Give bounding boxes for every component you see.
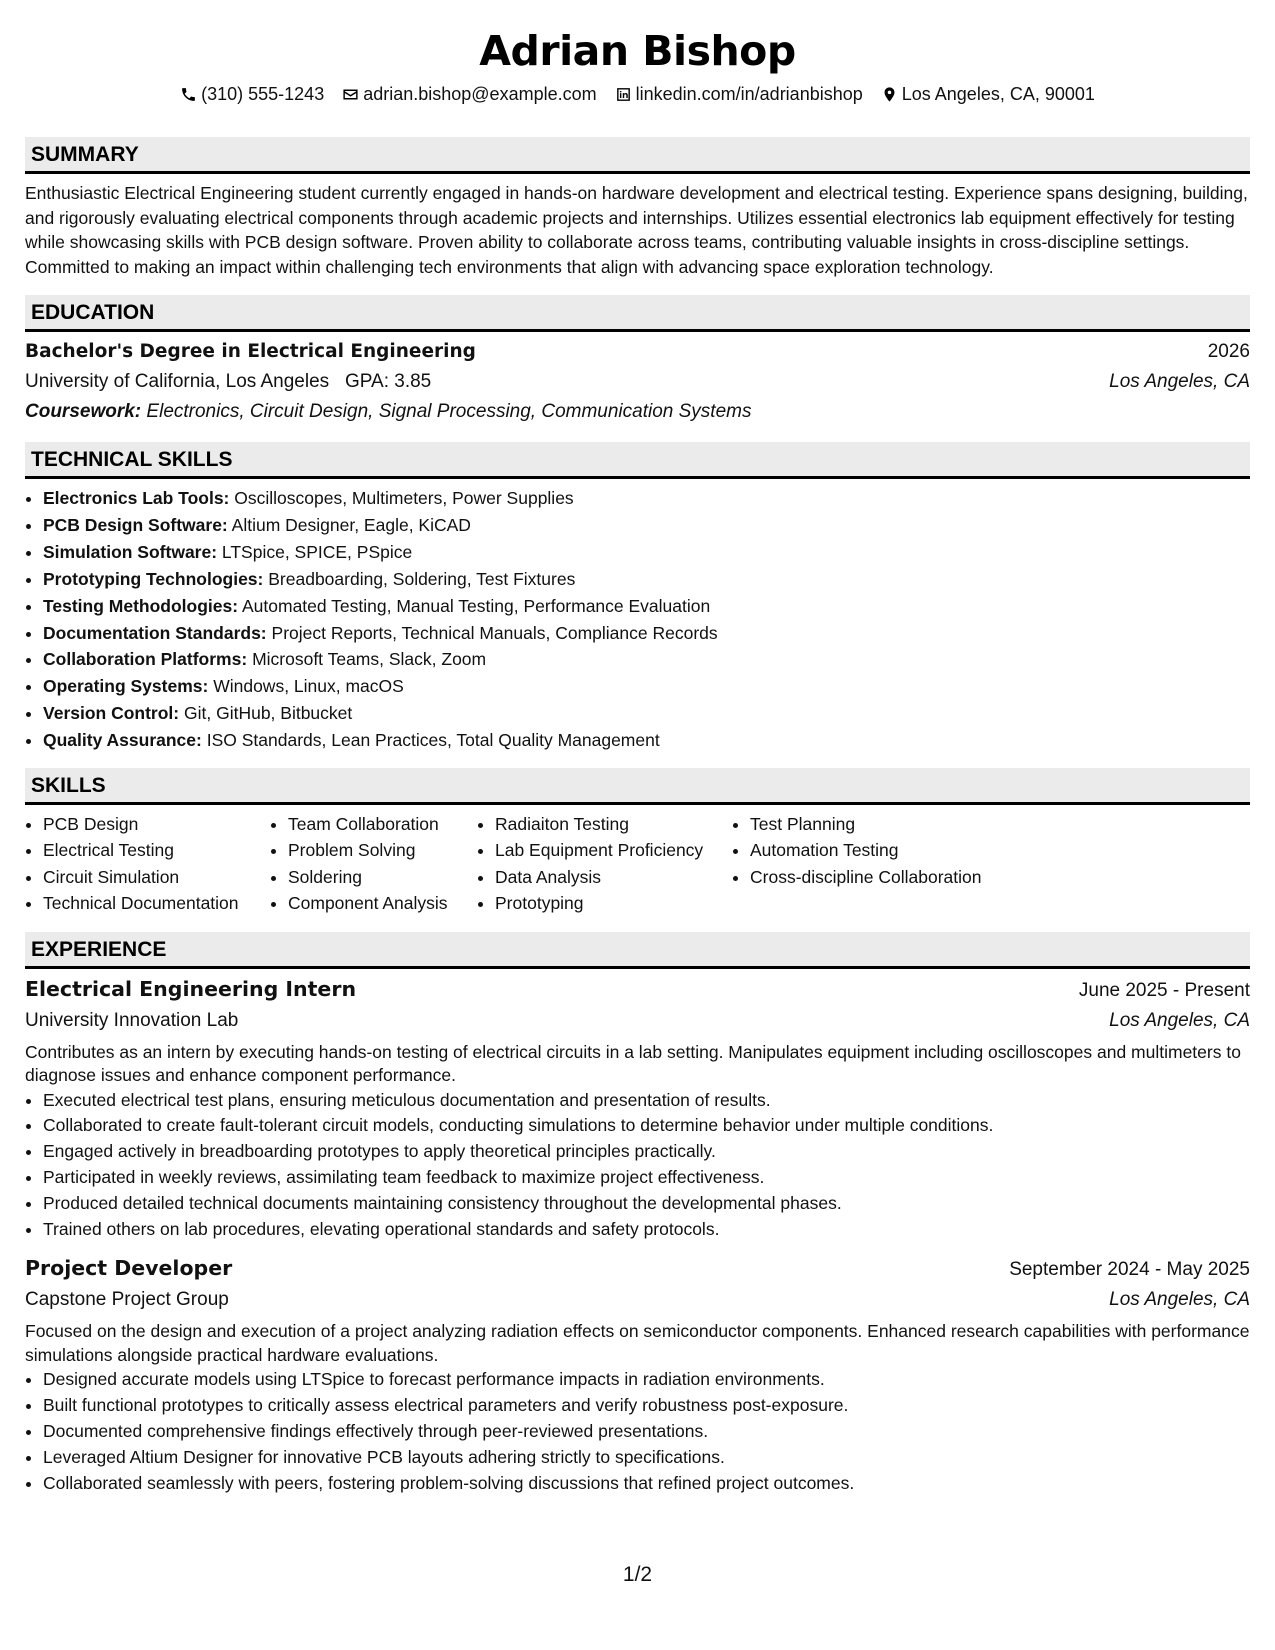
job-bullet: • Documented comprehensive findings effectively through peer-reviewed presentations. (43, 1419, 1250, 1445)
skills-column (270, 811, 477, 917)
job-bullet: • Designed accurate models using LTSpice to forecast performance impacts in radiation environments. (43, 1367, 1250, 1393)
skill-item: • Cross-discipline Collaboration (750, 864, 1032, 890)
skills-column (25, 811, 270, 917)
skills-column (477, 811, 732, 917)
technical-skill-label: Operating Systems: (43, 676, 209, 697)
contact-linkedin (615, 81, 863, 107)
technical-skill-value: Altium Designer, Eagle, KiCAD (231, 514, 471, 535)
technical-skills-list (25, 485, 1250, 754)
job-entry (25, 1253, 1250, 1496)
technical-skill-label: Testing Methodologies: (43, 595, 239, 616)
technical-skill-item (43, 673, 1250, 700)
job-bullet: • Executed electrical test plans, ensuring meticulous documentation and presentation of results. (43, 1088, 1250, 1114)
technical-skill-item (43, 593, 1250, 620)
job-title: Project Developer (25, 1256, 233, 1281)
technical-skill-item (43, 539, 1250, 566)
graduation-year: 2026 (1207, 341, 1250, 362)
contact-bar (25, 81, 1250, 107)
job-bullet: • Engaged actively in breadboarding prototypes to apply theoretical principles practically. (43, 1139, 1250, 1165)
technical-skill-item (43, 485, 1250, 512)
technical-skill-item (43, 646, 1250, 673)
technical-skill-label: PCB Design Software: (43, 514, 228, 535)
experience-list (25, 974, 1250, 1497)
skill-item: • Team Collaboration (288, 811, 477, 837)
job-dates: September 2024 - May 2025 (1009, 1259, 1250, 1281)
technical-skill-label: Prototyping Technologies: (43, 568, 264, 589)
linkedin-link[interactable]: linkedin.com/in/adrianbishop (635, 84, 863, 104)
summary-text: Enthusiastic Electrical Engineering student currently engaged in hands-on hardware development and electrical testing. Experience spans designing, building, and rigorously evaluating electrical components through academic projects and internships. Utilizes essential electronics lab equipment effectively for testing while showcasing skills with PCB design software. Proven ability to collaborate across teams, contributing valuable insights in cross-discipline settings. Committed to making an impact within challenging tech environments that align with advancing space exploration technology. (25, 183, 1248, 277)
job-bullet: • Produced detailed technical documents maintaining consistency throughout the developmental phases. (43, 1191, 1250, 1217)
skills-grid (25, 811, 1250, 917)
summary-header: SUMMARY (25, 137, 1250, 174)
phone-icon (180, 86, 197, 103)
gpa: GPA: 3.85 (345, 371, 432, 392)
education-entry (25, 337, 1250, 427)
job-bullet: • Participated in weekly reviews, assimilating team feedback to maximize project effectiveness. (43, 1165, 1250, 1191)
coursework-list: Electronics, Circuit Design, Signal Processing, Communication Systems (146, 401, 752, 422)
technical-skill-item (43, 512, 1250, 539)
skills-header: SKILLS (25, 768, 1250, 805)
technical-skill-value: Project Reports, Technical Manuals, Compliance Records (271, 622, 718, 643)
contact-location (881, 81, 1095, 107)
phone-text: (310) 555-1243 (201, 84, 325, 104)
skill-item: • Test Planning (750, 811, 1032, 837)
education-header: EDUCATION (25, 295, 1250, 332)
job-bullets (25, 1088, 1250, 1243)
technical-skill-value: Automated Testing, Manual Testing, Performance Evaluation (242, 595, 711, 616)
skill-item: • Technical Documentation (43, 890, 270, 916)
job-bullet: • Built functional prototypes to critically assess electrical parameters and verify robustness post-exposure. (43, 1393, 1250, 1419)
job-location: Los Angeles, CA (1109, 1289, 1250, 1311)
page-number: 1/2 (622, 1563, 653, 1586)
skill-item: • Electrical Testing (43, 837, 270, 863)
technical-skill-value: Oscilloscopes, Multimeters, Power Supplies (234, 488, 574, 508)
job-title: Electrical Engineering Intern (25, 976, 357, 1001)
technical-skill-value: ISO Standards, Lean Practices, Total Quality Management (206, 730, 660, 751)
contact-email (342, 81, 596, 107)
coursework-label: Coursework: (25, 401, 142, 422)
job-entry (25, 974, 1250, 1243)
experience-header: EXPERIENCE (25, 932, 1250, 969)
coursework (25, 397, 1250, 427)
contact-phone (180, 81, 324, 107)
technical-skill-value: Microsoft Teams, Slack, Zoom (252, 649, 487, 670)
technical-skill-item (43, 620, 1250, 647)
skills-column (732, 811, 1032, 917)
map-pin-icon (881, 86, 898, 103)
school-location: Los Angeles, CA (1109, 371, 1250, 392)
location-text: Los Angeles, CA, 90001 (901, 84, 1095, 104)
technical-skill-value: Windows, Linux, macOS (213, 676, 404, 697)
job-dates: June 2025 - Present (1078, 979, 1250, 1001)
job-bullet: • Leveraged Altium Designer for innovative PCB layouts adhering strictly to specifications. (43, 1445, 1250, 1471)
skill-item: • Component Analysis (288, 890, 477, 916)
job-location: Los Angeles, CA (1109, 1009, 1250, 1031)
skill-item: • Data Analysis (495, 864, 732, 890)
technical-skills-header: TECHNICAL SKILLS (25, 442, 1250, 479)
job-description: Focused on the design and execution of a project analyzing radiation effects on semiconductor components. Enhanced research capabilities with performance simulations alongside practical hardware evaluations. (25, 1321, 1250, 1365)
skill-item: • Lab Equipment Proficiency (495, 837, 732, 863)
skill-item: • PCB Design (43, 811, 270, 837)
technical-skill-item (43, 566, 1250, 593)
technical-skill-item (43, 700, 1250, 727)
technical-skill-value: Git, GitHub, Bitbucket (184, 703, 353, 724)
technical-skill-label: Collaboration Platforms: (43, 649, 248, 670)
job-organization: Capstone Project Group (25, 1289, 229, 1311)
job-organization: University Innovation Lab (25, 1009, 239, 1031)
job-bullet: • Collaborated seamlessly with peers, fostering problem-solving discussions that refined project outcomes. (43, 1471, 1250, 1497)
candidate-name: Adrian Bishop (479, 27, 796, 75)
school-name: University of California, Los Angeles (25, 371, 330, 392)
technical-skill-label: Simulation Software: (43, 541, 218, 562)
job-bullet: • Collaborated to create fault-tolerant circuit models, conducting simulations to determine behavior under multiple conditions. (43, 1113, 1250, 1139)
job-bullet: • Trained others on lab procedures, elevating operational standards and safety protocols. (43, 1217, 1250, 1243)
linkedin-icon (615, 86, 632, 103)
skill-item: • Radiaiton Testing (495, 811, 732, 837)
skill-item: • Automation Testing (750, 837, 1032, 863)
technical-skill-value: LTSpice, SPICE, PSpice (221, 541, 413, 562)
degree-title: Bachelor's Degree in Electrical Engineering (25, 341, 476, 362)
school-line (25, 367, 431, 397)
skill-item: • Problem Solving (288, 837, 477, 863)
skill-item: • Prototyping (495, 890, 732, 916)
envelope-icon (342, 86, 359, 103)
technical-skill-label: Quality Assurance: (43, 730, 202, 751)
skill-item: • Circuit Simulation (43, 864, 270, 890)
technical-skill-label: Electronics Lab Tools: (43, 488, 230, 508)
technical-skill-label: Documentation Standards: (43, 622, 267, 643)
job-bullets (25, 1367, 1250, 1496)
resume-page (25, 0, 1250, 1496)
technical-skill-value: Breadboarding, Soldering, Test Fixtures (268, 568, 576, 589)
email-link[interactable]: adrian.bishop@example.com (363, 84, 597, 104)
technical-skill-item (43, 727, 1250, 754)
job-description: Contributes as an intern by executing hands-on testing of electrical circuits in a lab setting. Manipulates equipment including oscilloscopes and multimeters to diagnose issues and enhance component performance. (25, 1041, 1241, 1086)
skill-item: • Soldering (288, 864, 477, 890)
technical-skill-label: Version Control: (43, 703, 180, 724)
